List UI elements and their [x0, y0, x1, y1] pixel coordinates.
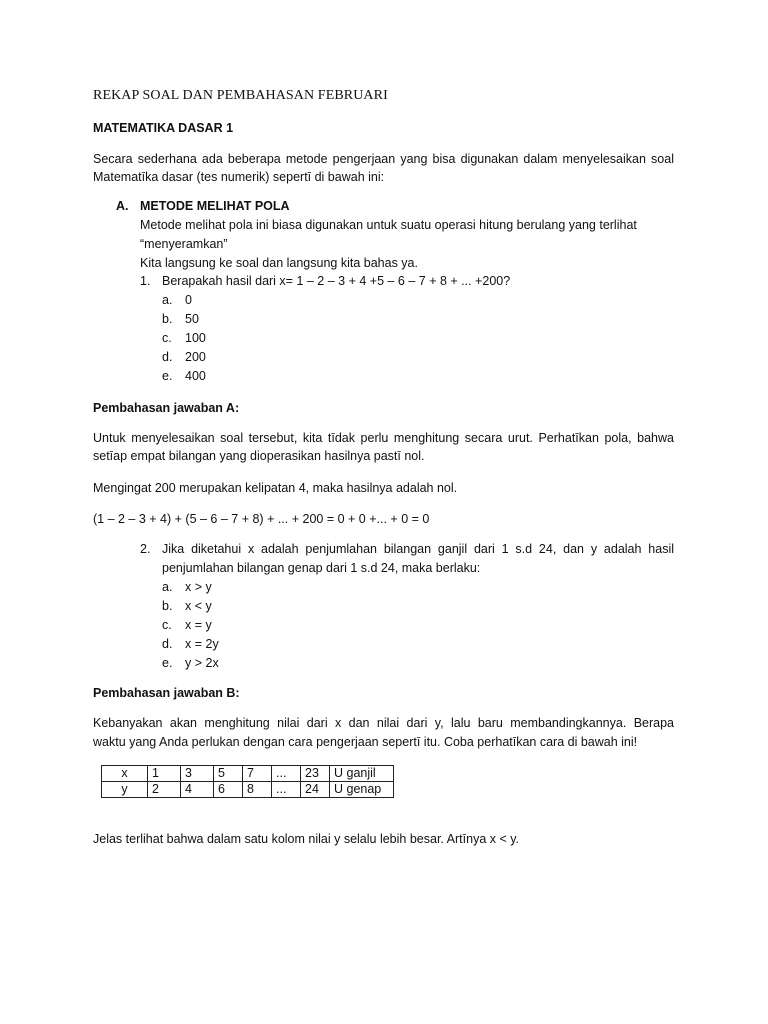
q1-option-letter: b. — [162, 312, 173, 326]
answer-1-formula: (1 – 2 – 3 + 4) + (5 – 6 – 7 + 8) + ... + 200 = 0 + 0 +... + 0 = 0 — [93, 512, 430, 526]
q1-option-text: 400 — [185, 369, 206, 383]
q2-option-letter: e. — [162, 656, 173, 670]
table-cell: ... — [272, 782, 301, 798]
table-cell: 6 — [214, 782, 243, 798]
table-cell: 5 — [214, 766, 243, 782]
q1-option-text: 50 — [185, 312, 199, 326]
table-cell: y — [102, 782, 148, 798]
intro-line-2: Matematīka dasar (tes numerik) sepertī di bawah ini: — [93, 170, 385, 184]
answer-1-para-line-2: setīap empat bilangan yang dioperasikan hasilnya pastī nol. — [93, 449, 425, 463]
answer-2-line-1: Kebanyakan akan menghitung nilai dari x dan nilai dari y, lalu baru membandingkannya. Berapa — [93, 716, 674, 730]
q2-option-text: x < y — [185, 599, 212, 613]
question-2-number: 2. — [140, 542, 151, 556]
table-cell: 1 — [148, 766, 181, 782]
question-2-line-2: penjumlahan bilangan genap dari 1 s.d 24, maka berlaku: — [162, 561, 481, 575]
q1-option-letter: d. — [162, 350, 173, 364]
question-2-line-1: Jika diketahui x adalah penjumlahan bilangan ganjil dari 1 s.d 24, dan y adalah hasil — [162, 542, 674, 556]
table-row — [102, 782, 394, 798]
table-cell: 7 — [243, 766, 272, 782]
question-1-number: 1. — [140, 274, 151, 288]
q1-option-letter: a. — [162, 293, 173, 307]
q2-option-text: x = 2y — [185, 637, 219, 651]
table-cell: U genap — [330, 782, 394, 798]
q1-option-letter: c. — [162, 331, 172, 345]
answer-2-conclusion: Jelas terlihat bahwa dalam satu kolom nilai y selalu lebih besar. Artīnya x < y. — [93, 832, 520, 846]
table-cell: 4 — [181, 782, 214, 798]
q2-option-letter: b. — [162, 599, 173, 613]
question-1-text: Berapakah hasil dari x= 1 – 2 – 3 + 4 +5 – 6 – 7 + 8 + ... +200? — [162, 274, 511, 288]
q1-option-text: 100 — [185, 331, 206, 345]
q2-option-text: x = y — [185, 618, 212, 632]
document-title: REKAP SOAL DAN PEMBAHASAN FEBRUARI — [93, 88, 388, 103]
table-row — [102, 766, 394, 782]
answer-2-line-2: waktu yang Anda perlukan dengan cara pengerjaan sepertī itu. Coba perhatīkan cara di bawah ini! — [93, 735, 638, 749]
table-cell: 2 — [148, 782, 181, 798]
table-cell: 24 — [301, 782, 330, 798]
q2-option-text: y > 2x — [185, 656, 219, 670]
answer-2-heading: Pembahasan jawaban B: — [93, 686, 240, 700]
xy-comparison-table — [101, 765, 394, 798]
section-a-marker: A. — [116, 199, 129, 213]
answer-1-para-line-1: Untuk menyelesaikan soal tersebut, kita tīdak perlu menghitung secara urut. Perhatīkan pola, bahwa — [93, 431, 674, 445]
section-a-line-3: Kita langsung ke soal dan langsung kita bahas ya. — [140, 256, 418, 270]
q2-option-letter: d. — [162, 637, 173, 651]
q2-option-letter: a. — [162, 580, 173, 594]
q1-option-letter: e. — [162, 369, 173, 383]
table-cell: ... — [272, 766, 301, 782]
section-a-line-2: “menyeramkan” — [140, 237, 228, 251]
q1-option-text: 0 — [185, 293, 192, 307]
section-a-heading: METODE MELIHAT POLA — [140, 199, 290, 213]
answer-1-para-2: Mengingat 200 merupakan kelipatan 4, maka hasilnya adalah nol. — [93, 481, 458, 495]
table-cell: U ganjil — [330, 766, 394, 782]
section-a-line-1: Metode melihat pola ini biasa digunakan untuk suatu operasi hitung berulang yang terlihat — [140, 218, 637, 232]
q2-option-text: x > y — [185, 580, 212, 594]
table-cell: x — [102, 766, 148, 782]
section-subtitle: MATEMATIKA DASAR 1 — [93, 121, 234, 135]
intro-line-1: Secara sederhana ada beberapa metode pengerjaan yang bisa digunakan dalam menyelesaikan soal — [93, 152, 674, 166]
q1-option-text: 200 — [185, 350, 206, 364]
table-cell: 23 — [301, 766, 330, 782]
table-cell: 3 — [181, 766, 214, 782]
q2-option-letter: c. — [162, 618, 172, 632]
table-cell: 8 — [243, 782, 272, 798]
answer-1-heading: Pembahasan jawaban A: — [93, 401, 240, 415]
